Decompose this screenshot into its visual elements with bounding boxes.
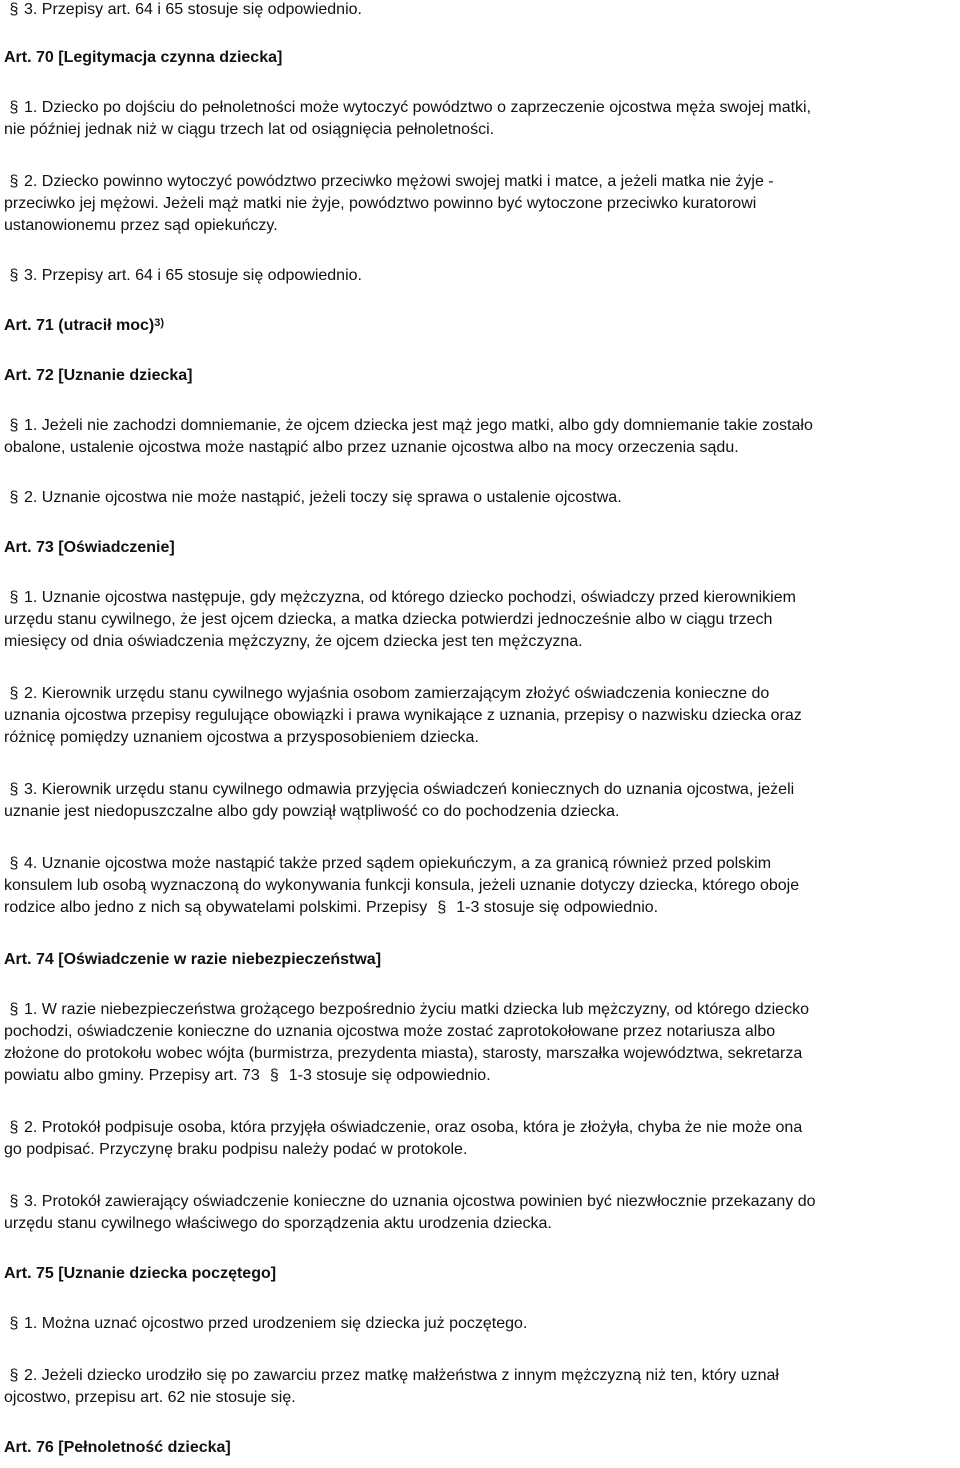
heading-art76: Art. 76 [Pełnoletność dziecka] xyxy=(4,1439,231,1456)
paragraph-art73-3-line1: § 3. Kierownik urzędu stanu cywilnego odmawia przyjęcia oświadczeń koniecznych do uznania ojcostwa, jeżeli xyxy=(4,780,954,800)
heading-art72: Art. 72 [Uznanie dziecka] xyxy=(4,367,193,384)
paragraph-art74-2-line2: go podpisać. Przyczynę braku podpisu należy podać w protokole. xyxy=(4,1141,468,1158)
paragraph-art73-4-line2: konsulem lub osobą wyznaczoną do wykonywania funkcji konsula, jeżeli uznanie dotyczy dziecka, którego oboje xyxy=(4,877,800,894)
paragraph-art75-1: § 1. Można uznać ojcostwo przed urodzeniem się dziecka już poczętego. xyxy=(4,1314,954,1334)
section-mark: § xyxy=(9,417,19,434)
section-mark: § xyxy=(9,1193,19,1210)
paragraph-art74-3-line1: § 3. Protokół zawierający oświadczenie konieczne do uznania ojcostwa powinien być niezwłocznie przekazany do xyxy=(4,1192,954,1212)
paragraph-art73-3-line2: uznanie jest niedopuszczalne albo gdy powziął wątpliwość co do pochodzenia dziecka. xyxy=(4,803,620,820)
section-mark: § xyxy=(9,1367,19,1384)
heading-art71: Art. 71 (utracił moc)$^{3)}$ xyxy=(4,317,165,334)
paragraph-art70-2-line2: przeciwko jej mężowi. Jeżeli mąż matki nie żyje, powództwo powinno być wytoczone przeciwko kuratorowi xyxy=(4,195,757,212)
paragraph-art73-1-line3: miesięcy od dnia oświadczenia mężczyzny, że ojcem dziecka jest ten mężczyzna. xyxy=(4,633,583,650)
paragraph-art73-2-line3: różnicę pomiędzy uznaniem ojcostwa a przysposobieniem dziecka. xyxy=(4,729,479,746)
paragraph-art74-2-line1: § 2. Protokół podpisuje osoba, która przyjęła oświadczenie, oraz osoba, która je złożyła, chyba że nie może ona xyxy=(4,1118,954,1138)
paragraph-art70-1-line1: § 1. Dziecko po dojściu do pełnoletności może wytoczyć powództwo o zaprzeczenie ojcostwa męża swojej matki, xyxy=(4,98,954,118)
paragraph-art75-2-line1: § 2. Jeżeli dziecko urodziło się po zawarciu przez matkę małżeństwa z innym mężczyzną niż ten, który uznał xyxy=(4,1366,954,1386)
section-mark: § xyxy=(9,489,19,506)
paragraph-art70-2-line1: § 2. Dziecko powinno wytoczyć powództwo przeciwko mężowi swojej matki i matce, a jeżeli matka nie żyje - xyxy=(4,172,954,192)
footnote-marker: 3) xyxy=(154,317,165,329)
section-mark: § xyxy=(9,855,19,872)
paragraph-art73-1-line2: urzędu stanu cywilnego, że jest ojcem dziecka, a matka dziecka potwierdzi jednocześnie albo w ciągu trzech xyxy=(4,611,773,628)
section-mark: § xyxy=(269,1067,279,1084)
paragraph-art74-1-line1: § 1. W razie niebezpieczeństwa grożącego bezpośrednio życiu matki dziecka lub mężczyzny, od którego dziecko xyxy=(4,1000,954,1020)
paragraph-art74-1-line2: pochodzi, oświadczenie konieczne do uznania ojcostwa może zostać zaprotokołowane przez notariusza albo xyxy=(4,1023,776,1040)
paragraph-art70-3: § 3. Przepisy art. 64 i 65 stosuje się odpowiednio. xyxy=(4,266,954,286)
paragraph-art73-4-line3: rodzice albo jedno z nich są obywatelami polskimi. Przepisy § 1-3 stosuje się odpowiednio. xyxy=(4,899,659,916)
section-mark: § xyxy=(9,685,19,702)
heading-art70: Art. 70 [Legitymacja czynna dziecka] xyxy=(4,49,283,66)
paragraph-art73-2-line2: uznania ojcostwa przepisy regulujące obowiązki i prawa wynikające z uznania, przepisy o nazwisku dziecka oraz xyxy=(4,707,802,724)
paragraph-art72-1-line1: § 1. Jeżeli nie zachodzi domniemanie, że ojcem dziecka jest mąż jego matki, albo gdy domniemanie takie zostało xyxy=(4,416,954,436)
section-mark: § xyxy=(9,1,19,18)
section-mark: § xyxy=(9,1001,19,1018)
section-mark: § xyxy=(9,99,19,116)
section-mark: § xyxy=(437,899,447,916)
section-mark: § xyxy=(9,1119,19,1136)
section-mark: § xyxy=(9,589,19,606)
heading-art74: Art. 74 [Oświadczenie w razie niebezpieczeństwa] xyxy=(4,951,382,968)
paragraph-art73-1-line1: § 1. Uznanie ojcostwa następuje, gdy mężczyzna, od którego dziecko pochodzi, oświadczy przed kierownikiem xyxy=(4,588,954,608)
heading-art75: Art. 75 [Uznanie dziecka poczętego] xyxy=(4,1265,277,1282)
paragraph-art70-2-line3: ustanowionemu przez sąd opiekuńczy. xyxy=(4,217,278,234)
section-mark: § xyxy=(9,267,19,284)
paragraph-art73-4-line1: § 4. Uznanie ojcostwa może nastąpić także przed sądem opiekuńczym, a za granicą również przed polskim xyxy=(4,854,954,874)
paragraph-art74-1-line4: powiatu albo gminy. Przepisy art. 73 § 1-3 stosuje się odpowiednio. xyxy=(4,1067,491,1084)
paragraph-art74-3-line2: urzędu stanu cywilnego właściwego do sporządzenia aktu urodzenia dziecka. xyxy=(4,1215,552,1232)
paragraph-art75-2-line2: ojcostwo, przepisu art. 62 nie stosuje się. xyxy=(4,1389,296,1406)
paragraph-art72-2: § 2. Uznanie ojcostwa nie może nastąpić, jeżeli toczy się sprawa o ustalenie ojcostwa. xyxy=(4,488,954,508)
paragraph-art69-3: § 3. Przepisy art. 64 i 65 stosuje się odpowiednio. xyxy=(4,0,954,20)
paragraph-art74-1-line3: złożone do protokołu wobec wójta (burmistrza, prezydenta miasta), starosty, marszałka województwa, sekretarza xyxy=(4,1045,803,1062)
paragraph-art70-1-line2: nie później jednak niż w ciągu trzech lat od osiągnięcia pełnoletności. xyxy=(4,121,495,138)
paragraph-art72-1-line2: obalone, ustalenie ojcostwa może nastąpić albo przez uznanie ojcostwa albo na mocy orzeczenia sądu. xyxy=(4,439,739,456)
heading-art73: Art. 73 [Oświadczenie] xyxy=(4,539,175,556)
section-mark: § xyxy=(9,781,19,798)
section-mark: § xyxy=(9,1315,19,1332)
section-mark: § xyxy=(9,173,19,190)
paragraph-art73-2-line1: § 2. Kierownik urzędu stanu cywilnego wyjaśnia osobom zamierzającym złożyć oświadczenia konieczne do xyxy=(4,684,954,704)
